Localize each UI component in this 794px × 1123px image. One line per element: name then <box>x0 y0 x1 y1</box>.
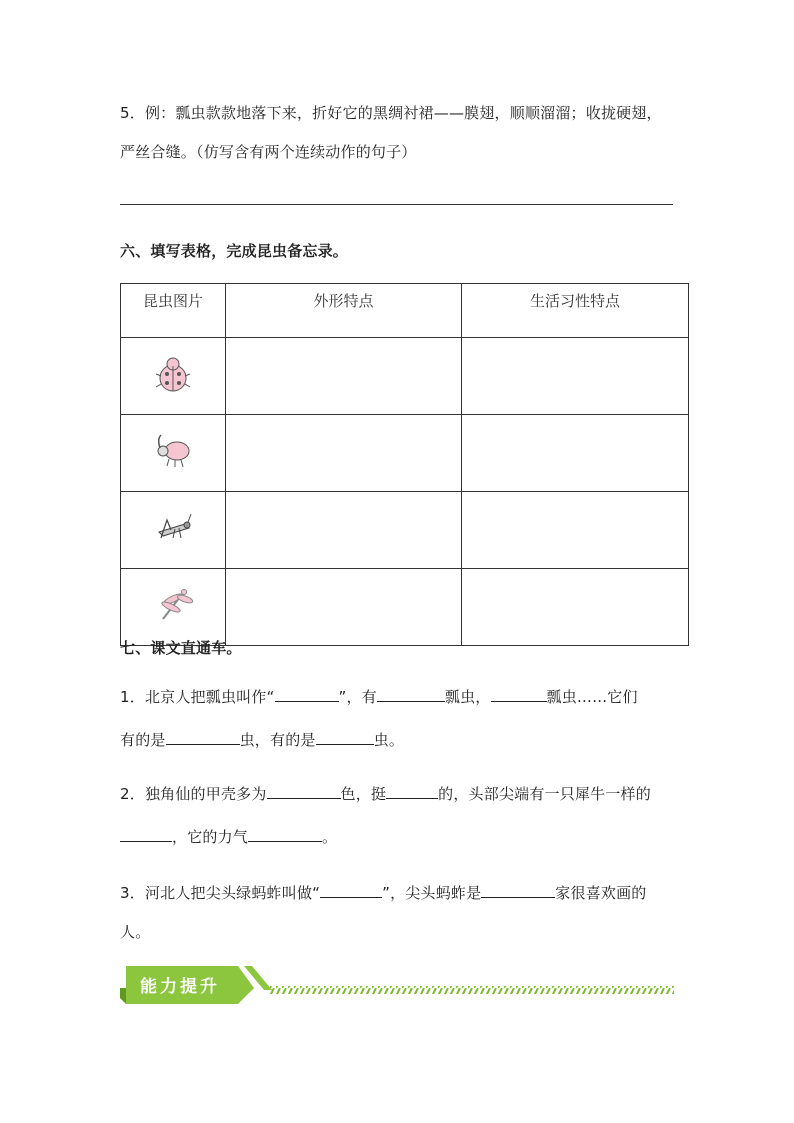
answer-blank[interactable] <box>386 784 438 799</box>
insect-memo-table <box>120 283 689 646</box>
q7-2-text: 。 <box>322 828 338 846</box>
q7-1-line-2 <box>120 729 404 750</box>
answer-blank[interactable] <box>267 784 341 799</box>
q7-2-text: 的，头部尖端有一只犀牛一样的 <box>438 785 651 803</box>
q7-1-text: 瓢虫， <box>444 688 491 706</box>
answer-blank[interactable] <box>320 883 382 898</box>
ladybug-icon <box>153 354 193 394</box>
section-6-title: 六、填写表格，完成昆虫备忘录。 <box>120 242 349 260</box>
q7-2-text: 色，挺 <box>340 785 387 803</box>
table-header-row <box>121 284 689 338</box>
banner-label: 能力提升 <box>140 977 220 997</box>
cell-picture <box>121 415 226 492</box>
header-habits: 生活习性特点 <box>462 284 689 338</box>
q7-1-text: 有的是 <box>120 731 166 749</box>
cell-picture <box>121 492 226 569</box>
q7-3-line-2: 人。 <box>120 923 151 941</box>
q7-2-text: 2．独角仙的甲壳多为 <box>120 785 267 803</box>
cell-appearance-beetle[interactable] <box>226 415 462 492</box>
q7-2-line-2 <box>120 826 337 847</box>
cell-habits-grasshopper[interactable] <box>462 492 689 569</box>
header-insect-picture: 昆虫图片 <box>121 284 226 338</box>
table-row <box>121 492 689 569</box>
q7-2-text: ，它的力气 <box>172 828 249 846</box>
section-7-title: 七、课文直通车。 <box>120 639 242 657</box>
table-row <box>121 338 689 415</box>
answer-blank[interactable] <box>377 687 445 702</box>
header-appearance: 外形特点 <box>226 284 462 338</box>
answer-blank[interactable] <box>248 827 322 842</box>
answer-blank[interactable] <box>491 687 547 702</box>
cell-habits-ladybug[interactable] <box>462 338 689 415</box>
cell-appearance-ladybug[interactable] <box>226 338 462 415</box>
cell-appearance-grasshopper[interactable] <box>226 492 462 569</box>
cell-habits-dragonfly[interactable] <box>462 569 689 646</box>
q5-line-1: 5．例：瓢虫款款地落下来，折好它的黑绸衬裙——膜翅，顺顺溜溜；收拢硬翅， <box>120 104 662 122</box>
cell-appearance-dragonfly[interactable] <box>226 569 462 646</box>
q7-3-text: ”，尖头蚂蚱是 <box>382 884 482 902</box>
grasshopper-icon <box>151 510 195 546</box>
answer-blank[interactable] <box>275 687 339 702</box>
q7-1-line-1 <box>120 686 638 707</box>
answer-blank[interactable] <box>316 730 374 745</box>
q5-line-2: 严丝合缝。（仿写含有两个连续动作的句子） <box>120 143 417 161</box>
table-row <box>121 415 689 492</box>
q7-1-text: 虫。 <box>373 731 405 749</box>
q7-2-line-1 <box>120 783 651 804</box>
banner-fold <box>120 988 126 1004</box>
answer-blank[interactable] <box>481 883 555 898</box>
q7-1-text: 1．北京人把瓢虫叫作“ <box>120 688 275 706</box>
cell-picture <box>121 569 226 646</box>
q7-1-text: 瓢虫……它们 <box>546 688 638 706</box>
table-row <box>121 569 689 646</box>
q7-3-text: 3．河北人把尖头绿蚂蚱叫做“ <box>120 884 321 902</box>
q5-answer-line[interactable] <box>120 204 673 205</box>
beetle-icon <box>151 431 195 471</box>
cell-picture <box>121 338 226 415</box>
answer-blank[interactable] <box>166 730 240 745</box>
banner-stripes <box>270 986 674 994</box>
q7-3-line-1 <box>120 882 647 903</box>
q7-3-text: 家很喜欢画的 <box>555 884 647 902</box>
cell-habits-beetle[interactable] <box>462 415 689 492</box>
answer-blank[interactable] <box>120 827 172 842</box>
dragonfly-icon <box>151 587 195 623</box>
q7-1-text: ”，有 <box>338 688 377 706</box>
q7-1-text: 虫，有的是 <box>239 731 316 749</box>
